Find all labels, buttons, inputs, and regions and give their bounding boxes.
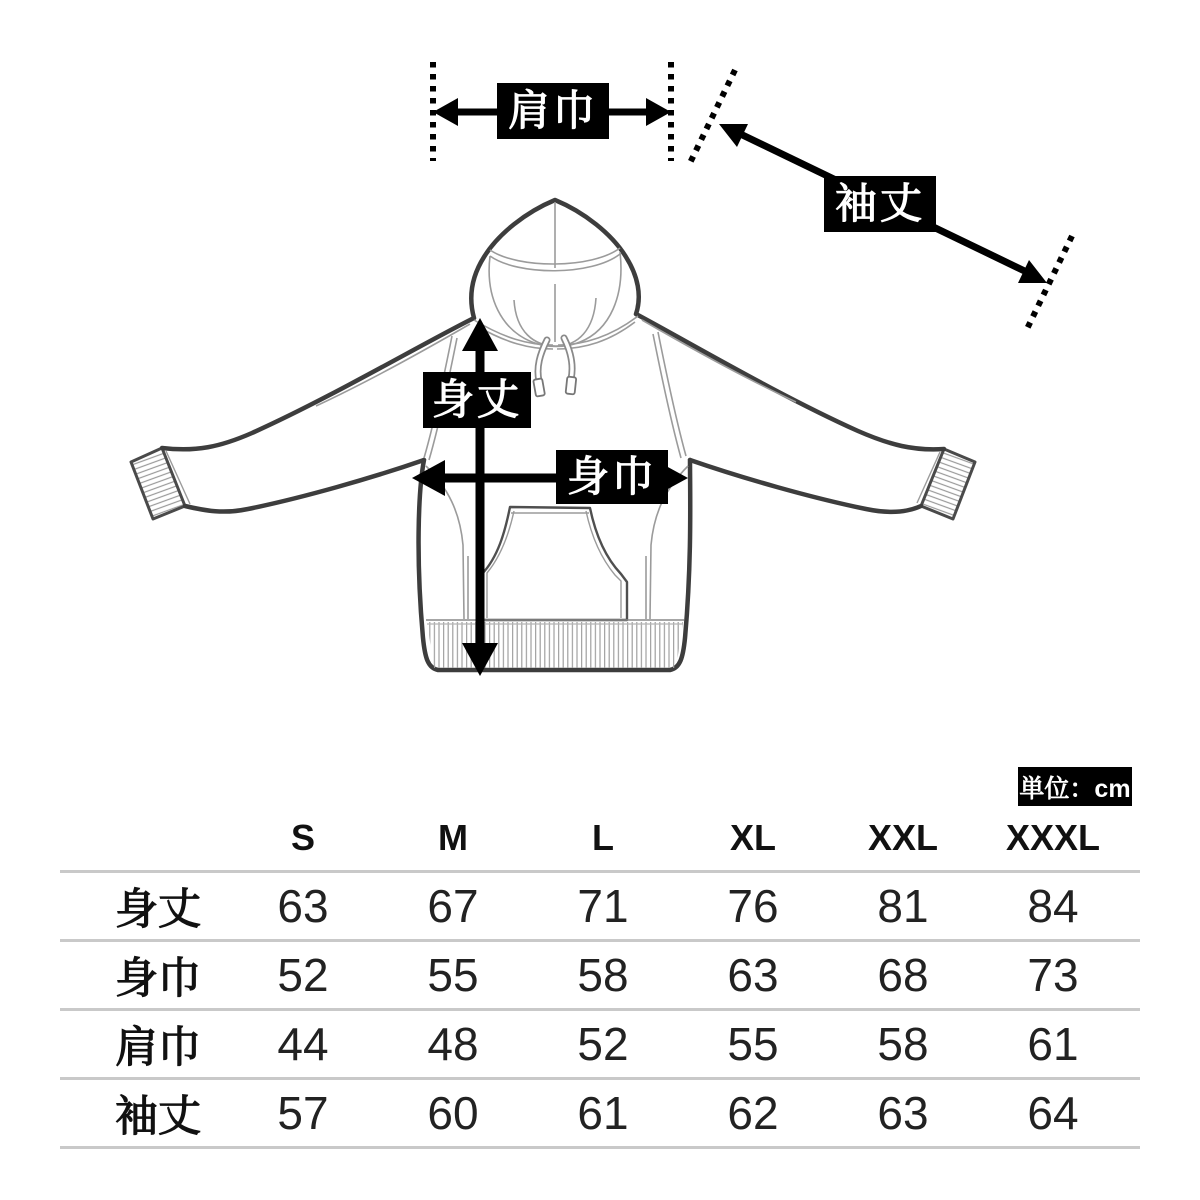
sleeve-length-label: 袖丈: [824, 176, 936, 232]
table-row-body-width: [60, 942, 1140, 1011]
cell-value: 73: [1027, 949, 1079, 1001]
cell-value: 58: [577, 949, 629, 1001]
cell-value: 68: [877, 949, 929, 1001]
row-label: 身巾: [115, 954, 201, 1003]
cell-value: 60: [427, 1087, 479, 1139]
shoulder-width-label: 肩巾: [497, 83, 609, 139]
cell-value: 57: [277, 1087, 329, 1139]
cell-value: 52: [277, 949, 329, 1001]
cell-value: 61: [577, 1087, 629, 1139]
row-label: 袖丈: [115, 1092, 201, 1141]
cell-value: 64: [1027, 1087, 1079, 1139]
sleeve-extent-top: [689, 70, 735, 165]
cell-value: 67: [427, 880, 479, 932]
size-header-s: S: [290, 817, 315, 858]
cell-value: 76: [727, 880, 779, 932]
cell-value: 61: [1027, 1018, 1079, 1070]
cell-value: 71: [577, 880, 629, 932]
cell-value: 55: [727, 1018, 779, 1070]
cell-value: 84: [1027, 880, 1079, 932]
table-row-sleeve-length: [60, 1080, 1140, 1149]
cell-value: 52: [577, 1018, 629, 1070]
row-label: 肩巾: [115, 1023, 201, 1072]
unit-badge: 単位：cm: [1018, 767, 1132, 806]
row-label: 身丈: [115, 885, 201, 934]
body-width-label: 身巾: [556, 450, 668, 504]
cell-value: 55: [427, 949, 479, 1001]
cell-value: 62: [727, 1087, 779, 1139]
right-cuff: [917, 449, 975, 519]
sleeve-extent-bottom: [1026, 236, 1072, 331]
size-header-xxl: XXL: [867, 817, 938, 858]
cell-value: 63: [277, 880, 329, 932]
size-header-m: M: [438, 817, 468, 858]
cell-value: 63: [877, 1087, 929, 1139]
size-header-xxxl: XXXL: [1005, 817, 1101, 858]
size-header-xl: XL: [729, 817, 776, 858]
cell-value: 58: [877, 1018, 929, 1070]
cell-value: 44: [277, 1018, 329, 1070]
size-table: [60, 806, 1140, 1149]
table-row-body-length: [60, 873, 1140, 942]
hood: [471, 200, 639, 349]
cell-value: 81: [877, 880, 929, 932]
table-row-shoulder-width: [60, 1011, 1140, 1080]
left-cuff: [131, 448, 190, 519]
size-header-l: L: [592, 817, 614, 858]
cell-value: 63: [727, 949, 779, 1001]
cell-value: 48: [427, 1018, 479, 1070]
aglet-left: [533, 378, 545, 396]
size-header-row: [60, 806, 1140, 873]
body-length-label: 身丈: [423, 372, 531, 428]
hoodie-illustration: [131, 200, 975, 670]
aglet-right: [566, 377, 577, 395]
